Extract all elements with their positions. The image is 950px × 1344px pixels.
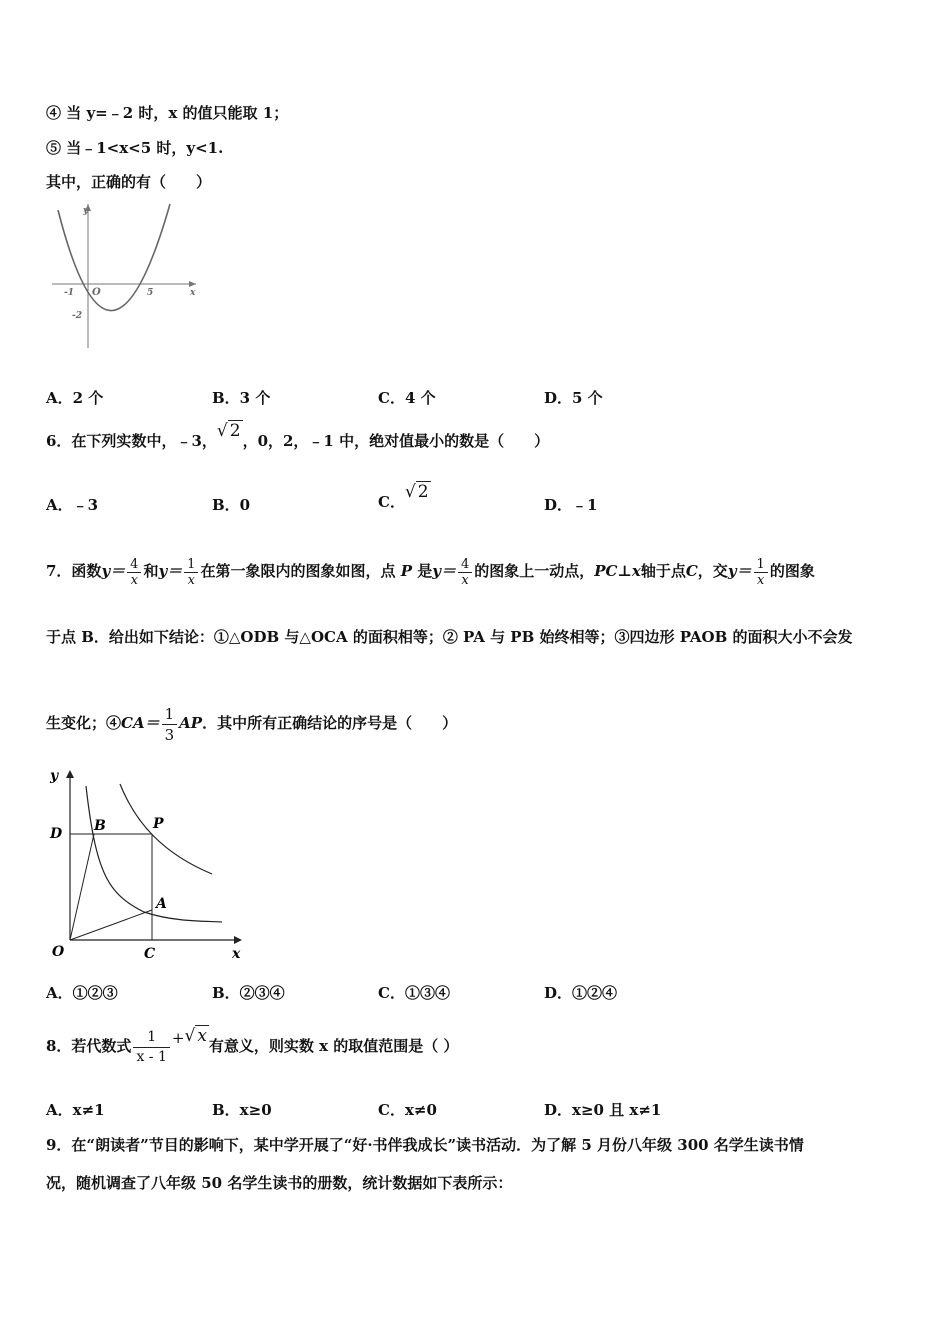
q6-option-b[interactable]: B．0 — [212, 496, 251, 514]
fraction-1-over-x: $\frac{1}{x}$ — [754, 557, 768, 588]
curve-y-1-over-x — [86, 786, 222, 922]
q8-option-b[interactable]: B．x≥0 — [212, 1101, 272, 1119]
q6-option-a[interactable]: A．﹣3 — [46, 496, 99, 514]
q9-line2: 况，随机调查了八年级 50 名学生读书的册数，统计数据如下表所示： — [46, 1174, 513, 1192]
fraction-1-over-x-minus-1: $\frac{1}{x - 1}$ — [133, 1028, 169, 1067]
q5-option-d[interactable]: D．5 个 — [544, 389, 603, 407]
label-y: y — [50, 768, 59, 784]
q7-line1: 7．函数y＝ $\frac{4}{x}$ 和y＝ $\frac{1}{x}$ 在第一象限内的图象如图，点 P 是y＝ $\frac{4}{x}$ 的图象上一动点，PC⊥x轴于点C，交y＝ $\frac{1}{x}$ 的图象 — [46, 556, 815, 588]
q6-text-pre: 6．在下列实数中，﹣3， — [46, 432, 217, 450]
q8-option-d[interactable]: D．x≥0 且 x≠1 — [544, 1101, 662, 1119]
label-C: C — [144, 946, 156, 962]
label-D: D — [50, 826, 63, 842]
q7-option-a[interactable]: A．①②③ — [46, 984, 118, 1002]
sqrt-x: √ x — [184, 1026, 207, 1046]
q6-text-post: ，0，2，﹣1 中，绝对值最小的数是（ ） — [242, 432, 550, 450]
q8-question: 8．若代数式 $\frac{1}{x - 1}$ +√ x 有意义，则实数 x 的取值范围是（ ） — [46, 1016, 459, 1076]
q8-option-c[interactable]: C．x≠0 — [378, 1101, 437, 1119]
q6-option-c[interactable]: C．√ 2 — [378, 484, 431, 520]
q8-option-a[interactable]: A．x≠1 — [46, 1101, 105, 1119]
q7-option-c[interactable]: C．①③④ — [378, 984, 450, 1002]
q5-prompt: 其中，正确的有（ ） — [46, 173, 212, 191]
origin-label: O — [92, 287, 101, 298]
label-x: x — [232, 946, 241, 962]
statement-5: ⑤ 当﹣1<x<5 时，y<1. — [46, 139, 224, 157]
sqrt-2-option: √ 2 — [404, 482, 429, 502]
hyperbola-graph — [44, 764, 250, 968]
y-axis-label: y — [83, 206, 89, 216]
q5-option-a[interactable]: A．2 个 — [46, 389, 104, 407]
fraction-4-over-x: $\frac{4}{x}$ — [127, 557, 141, 588]
q9-line1: 9．在“朗读者”节目的影响下，某中学开展了“好·书伴我成长”读书活动．为了解 5 月份八年级 300 名学生读书情 — [46, 1136, 804, 1154]
fraction-4-over-x: $\frac{4}{x}$ — [458, 557, 472, 588]
intercept-label: -2 — [72, 311, 82, 321]
q7-line2: 于点 B．给出如下结论：①△ODB 与△OCA 的面积相等；② PA 与 PB 始终相等；③四边形 PAOB 的面积大小不会发 — [46, 628, 853, 646]
fraction-1-over-3: $\frac{1}{3}$ — [162, 704, 178, 745]
statement-4: ④ 当 y=﹣2 时，x 的值只能取 1； — [46, 104, 289, 122]
label-B: B — [94, 818, 106, 834]
label-P: P — [153, 816, 164, 832]
q5-option-c[interactable]: C．4 个 — [378, 389, 436, 407]
q6-question — [46, 421, 550, 456]
label-A: A — [156, 896, 167, 912]
q5-option-b[interactable]: B．3 个 — [212, 389, 271, 407]
q7-line3: 生变化；④CA＝ $\frac{1}{3}$ AP．其中所有正确结论的序号是（ ） — [46, 704, 458, 744]
root-minus1-label: -1 — [64, 288, 74, 298]
q7-option-d[interactable]: D．①②④ — [544, 984, 618, 1002]
fraction-1-over-x: $\frac{1}{x}$ — [184, 557, 198, 588]
q6-option-d[interactable]: D．﹣1 — [544, 496, 598, 514]
root-5-label: 5 — [147, 288, 154, 298]
label-O: O — [52, 944, 65, 960]
curve-y-4-over-x — [120, 784, 212, 874]
q7-option-b[interactable]: B．②③④ — [212, 984, 285, 1002]
sqrt-2: √ 2 — [216, 421, 241, 441]
x-axis-label: x — [190, 288, 196, 298]
parabola-graph — [46, 200, 206, 352]
